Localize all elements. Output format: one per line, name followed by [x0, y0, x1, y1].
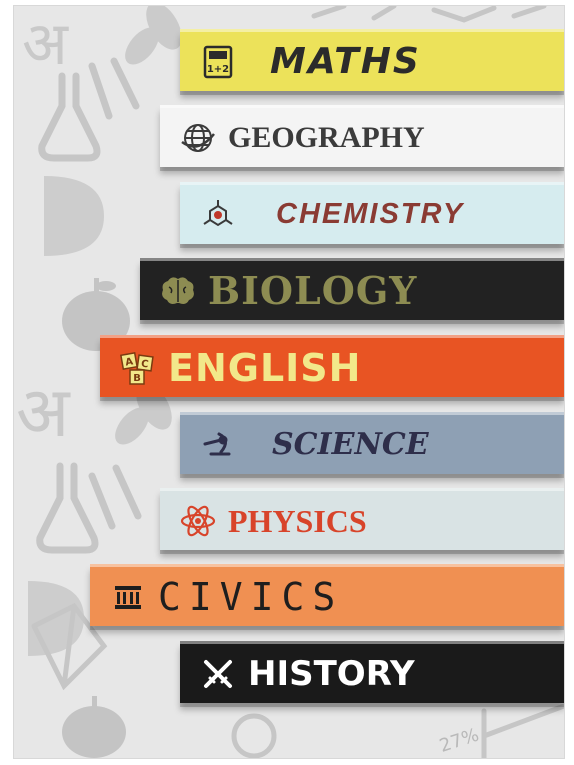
- brain-icon: [156, 269, 200, 313]
- book-title-geography: GEOGRAPHY: [228, 120, 425, 154]
- book-title-history: HISTORY: [248, 653, 415, 694]
- protractor-doodle: [28, 581, 84, 656]
- svg-text:B: B: [133, 372, 141, 384]
- microscope-icon: [196, 423, 240, 467]
- book-geography: [160, 105, 564, 167]
- svg-text:C: C: [140, 358, 150, 370]
- crossed-swords-icon: [196, 652, 240, 696]
- book-title-science: SCIENCE: [272, 426, 429, 462]
- book-maths: [180, 29, 564, 91]
- subjects-poster: [14, 6, 564, 758]
- book-biology: [140, 258, 564, 320]
- book-title-english: ENGLISH: [168, 345, 362, 390]
- book-title-civics: CIVICS: [158, 574, 344, 619]
- atom-icon: [176, 499, 220, 543]
- book-title-biology: BIOLOGY: [208, 267, 418, 313]
- parliament-icon: [106, 575, 150, 619]
- percent-doodle: 27%: [436, 724, 482, 757]
- hindi-letter-doodle: अ: [16, 371, 70, 453]
- book-chemistry: [180, 182, 564, 244]
- book-title-chemistry: CHEMISTRY: [276, 198, 465, 230]
- apple-doodle: [62, 696, 126, 758]
- calculator-icon: [196, 40, 240, 84]
- protractor-doodle: [44, 176, 104, 256]
- svg-text:1+2: 1+2: [206, 63, 230, 75]
- book-title-physics: PHYSICS: [228, 502, 367, 539]
- book-civics: [90, 564, 564, 626]
- graph-doodle: [234, 706, 564, 758]
- math-doodle: [314, 6, 544, 20]
- book-physics: [160, 488, 564, 550]
- svg-text:A: A: [124, 355, 135, 369]
- molecule-icon: [196, 193, 240, 237]
- book-history: [180, 641, 564, 703]
- book-title-maths: MATHS: [270, 40, 421, 82]
- abc-blocks-icon: [116, 346, 160, 390]
- book-english: [100, 335, 564, 397]
- globe-icon: [176, 116, 220, 160]
- book-science: [180, 412, 564, 474]
- flask-doodle: [40, 466, 138, 550]
- hindi-letter-doodle: अ: [22, 9, 68, 79]
